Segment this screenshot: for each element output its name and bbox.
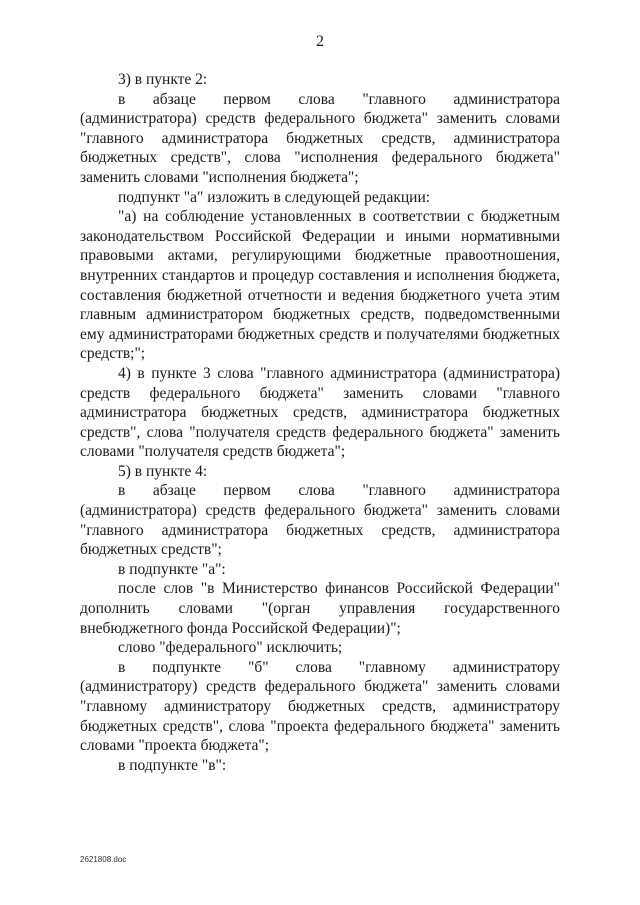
paragraph: 5) в пункте 4: bbox=[118, 462, 208, 480]
document-body bbox=[80, 70, 560, 775]
paragraph: "а) на соблюдение установленных в соответствии с бюджетным законодательством Российской Федерации и иными нормативными правовыми актами, регулирующими бюджетные правоотношения, внутренних стандартов и процедур составления и исполнения бюджета, составления бюджетной отчетности и ведения бюджетного учета этим главным администратором бюджетных средств, подведомственными ему администраторами бюджетных средств и получателями бюджетных средств;"; bbox=[80, 208, 560, 363]
paragraph: в подпункте "а": bbox=[118, 560, 226, 578]
paragraph: в подпункте "в": bbox=[118, 756, 227, 774]
paragraph: в абзаце первом слова "главного администратора (администратора) средств федерального бюджета" заменить словами "главного администратора бюджетных средств, администратора бюджетных средств"; bbox=[80, 482, 560, 559]
paragraph: 4) в пункте 3 слова "главного администратора (администратора) средств федерального бюджета" заменить словами "главного администратора бюджетных средств, администратора бюджетных средств", слова "получателя средств федерального бюджета" заменить словами "получателя средств бюджета"; bbox=[80, 364, 560, 461]
page-number: 2 bbox=[316, 33, 324, 50]
paragraph: после слов "в Министерство финансов Российской Федерации" дополнить словами "(орган управления государственного внебюджетного фонда Российской Федерации)"; bbox=[80, 580, 560, 637]
paragraph: в абзаце первом слова "главного администратора (администратора) средств федерального бюджета" заменить словами "главного администратора бюджетных средств, администратора бюджетных средств", слова "исполнения федерального бюджета" заменить словами "исполнения бюджета"; bbox=[80, 90, 560, 186]
paragraph: 3) в пункте 2: bbox=[118, 71, 208, 88]
paragraph: в подпункте "б" слова "главному администратору (администратору) средств федерального бюджета" заменить словами "главному администратору бюджетных средств, администратору бюджетных средств", слова "проекта федерального бюджета" заменить словами "проекта бюджета"; bbox=[80, 658, 560, 755]
paragraph: слово "федерального" исключить; bbox=[118, 639, 343, 657]
document-filename: 2621808.doc bbox=[80, 855, 127, 864]
paragraph: подпункт "а" изложить в следующей редакции: bbox=[118, 188, 431, 206]
